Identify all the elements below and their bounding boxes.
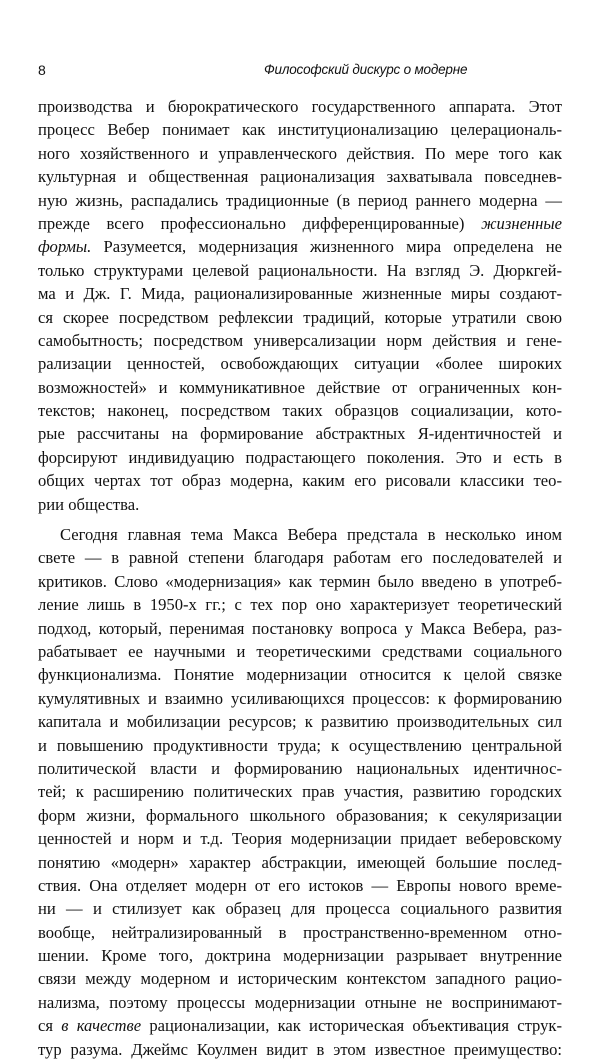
text-line: ся скорее посредством рефлексии традиций, которые утратили свою [38,307,562,327]
text-line: и повышению продуктивности труда; к осуществлению центральной [38,735,562,755]
text-line: критиков. Слово «модернизация» как термин было введено в употреб- [38,571,562,591]
text-line: связи между модерном и историческим контекстом западного рацио- [38,969,562,989]
text-run: рационализации, как историческая объективация струк- [149,1016,562,1036]
paragraph [38,95,562,516]
text-line: свете — в равной степени благодаря работам его последователей и [38,548,562,568]
text-run: прежде всего профессионально дифференцированные) [38,213,465,233]
text-line: рые рассчитаны на формирование абстрактных Я-идентичностей и [38,424,562,444]
text-line: только структурами целевой рациональности. На взгляд Э. Дюркгей- [38,260,562,280]
running-head [38,62,562,80]
text-line: рабатывает ее научными и теоретическими средствами социального [38,641,562,661]
text-line: вообще, нейтрализированный в пространственно-временном отно- [38,922,562,942]
text-run: Разумеется, модернизация жизненного мира определена не [103,237,562,257]
text-line: ление лишь в 1950-х гг.; с тех пор оно характеризует теоретический [38,595,562,615]
text-line [38,212,562,235]
text-line: возможностей» и коммуникативное действие от ограниченных кон- [38,377,562,397]
italic-term: в качестве [61,1016,142,1036]
text-line: подход, который, перенимая постановку вопроса у Макса Вебера, раз- [38,618,562,638]
text-line: рии общества. [38,494,140,514]
paragraph [38,523,562,1061]
text-line [38,235,562,258]
paragraph-gap [38,516,562,523]
running-title: Философский дискурс о модерне [264,62,468,77]
italic-term: формы. [38,237,92,257]
text-line: рализации ценностей, освобождающих ситуации «более широких [38,354,562,374]
text-line: ствия. Она отделяет модерн от его истоков — Европы нового време- [38,875,562,895]
text-line: ни — и стилизует как образец для процесса социального развития [38,899,562,919]
text-line: ма и Дж. Г. Мида, рационализированные жизненные миры создают- [38,284,562,304]
text-line: тур разума. Джеймс Коулмен видит в этом известное преимущество: [38,1039,562,1059]
text-line: ного хозяйственного и управленческого действия. По мере того как [38,143,562,163]
text-line: культурная и общественная рационализация захватывала повседнев- [38,167,562,187]
text-line: кумулятивных и взаимно усиливающихся процессов: к формированию [38,688,562,708]
italic-term: жизненные [481,213,562,233]
text-line: общих чертах тот образ модерна, каким его рисовали классики тео- [38,471,562,491]
page-number: 8 [38,62,46,78]
text-line: функционализма. Понятие модернизации относится к целой связке [38,665,562,685]
text-line: форсируют индивидуацию подрастающего поколения. Это и есть в [38,447,562,467]
text-line: нализма, поэтому процессы модернизации отныне не воспринимают- [38,992,562,1012]
text-run: ся [38,1016,53,1036]
text-line: ную жизнь, распадались традиционные (в период раннего модерна — [38,190,562,210]
text-line: Сегодня главная тема Макса Вебера предстала в несколько ином [60,525,562,545]
text-line: тей; к расширению политических прав участия, развитию городских [38,782,562,802]
text-line: производства и бюрократического государственного аппарата. Этот [38,97,562,116]
text-line: капитала и мобилизации ресурсов; к развитию производительных сил [38,712,562,732]
text-line: текстов; наконец, посредством таких образцов социализации, кото- [38,401,562,421]
text-line: процесс Вебер понимает как институционализацию целерациональ- [38,120,562,140]
text-line: понятию «модерн» характер абстракции, имеющей большие послед- [38,852,562,872]
text-line: ценностей и норм и т.д. Теория модернизации придает веберовскому [38,829,562,849]
text-line: форм жизни, формального школьного образования; к секуляризации [38,805,562,825]
text-line [38,1014,562,1037]
text-line: самобытность; посредством универсализации норм действия и гене- [38,330,562,350]
text-line: политической власти и формированию национальных идентичнос- [38,758,562,778]
text-line: шении. Кроме того, доктрина модернизации разрывает внутренние [38,946,562,966]
body-text [38,95,562,1061]
